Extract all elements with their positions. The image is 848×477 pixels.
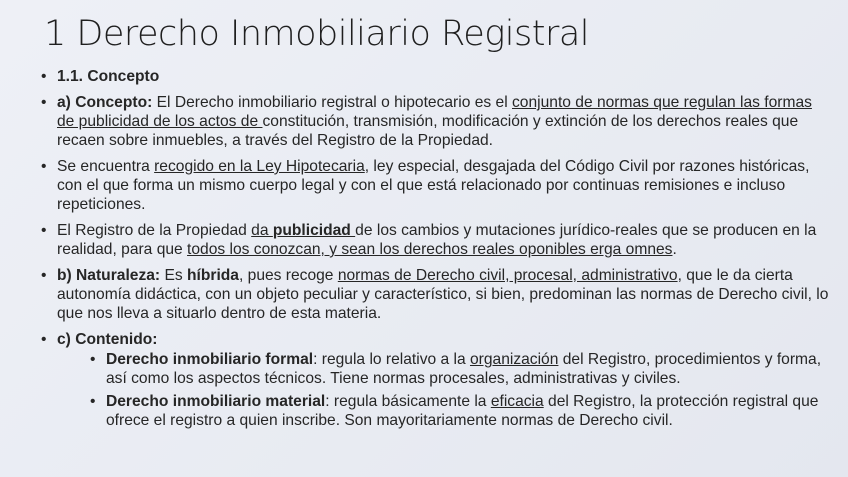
bullet-text: . [672,241,677,258]
bullet-list [40,67,830,430]
underlined-text: conjunto de normas que regulan las formas de publicidad de los actos de [57,94,812,130]
bold-text: híbrida [187,267,239,284]
underlined-text: todos los conozcan, y sean los derechos reales oponibles erga omnes [187,241,673,258]
bullet-text: , que le da cierta autonomía didáctica, con un objeto peculiar y característico, si bien, predominan las normas de Derecho civil, lo que nos lleva a situarlo dentro de esta materia. [57,267,829,322]
bullet-text: , ley especial, desgajada del Código Civil por razones históricas, con el que forma un mismo cuerpo legal y con el que está relacionado por continuas remisiones e incluso repeticiones. [57,158,810,213]
underlined-text: organización [469,351,559,368]
bullet-text: El Registro de la Propiedad [57,222,252,239]
bullet-text: El Derecho inmobiliario registral o hipotecario es el [152,94,512,111]
bold-text: Derecho inmobiliario material [106,393,326,410]
sub-bullet-formal [89,350,830,388]
bullet-text: de los cambios y mutaciones jurídico-reales que se producen en la realidad, para que [57,222,817,258]
bullet-label: a) Concepto: [57,94,153,111]
bullet-concepto-heading [40,67,830,86]
slide-body [40,67,830,437]
bullet-ley-hipotecaria [40,157,830,214]
bullet-text: , pues recoge [238,267,338,284]
bullet-text: 1.1. Concepto [57,68,160,85]
bullet-text: constitución, transmisión, modificación y extinción de los derechos reales que recaen sobre inmuebles, a través del Registro de la Propiedad. [57,113,799,149]
bold-text: Derecho inmobiliario formal [106,351,314,368]
bullet-label: c) Contenido: [57,331,158,348]
underlined-bold-text: publicidad [272,222,356,239]
bullet-text: Es [160,267,187,284]
bullet-text: : regula básicamente la [325,393,491,410]
sub-bullet-list [57,350,830,430]
bullet-naturaleza [40,266,830,323]
sub-bullet-material [89,392,830,430]
bullet-text: del Registro, procedimientos y forma, así como los aspectos técnicos. Tiene normas procesales, administrativas y civiles. [106,351,822,387]
underlined-text: normas de Derecho civil, procesal, administrativo [337,267,678,284]
bullet-concepto [40,93,830,150]
underlined-text: da [251,222,273,239]
bullet-publicidad [40,221,830,259]
bullet-contenido [40,330,830,430]
slide-title: 1 Derecho Inmobiliario Registral [44,14,590,54]
bullet-text: : regula lo relativo a la [313,351,470,368]
underlined-text: recogido en la Ley Hipotecaria [154,158,365,175]
underlined-text: eficacia [490,393,544,410]
bullet-label: b) Naturaleza: [57,267,161,284]
bullet-text: Se encuentra [57,158,155,175]
bullet-text: del Registro, la protección registral que ofrece el registro a quien inscribe. Son mayoritariamente normas de Derecho civil. [106,393,819,429]
